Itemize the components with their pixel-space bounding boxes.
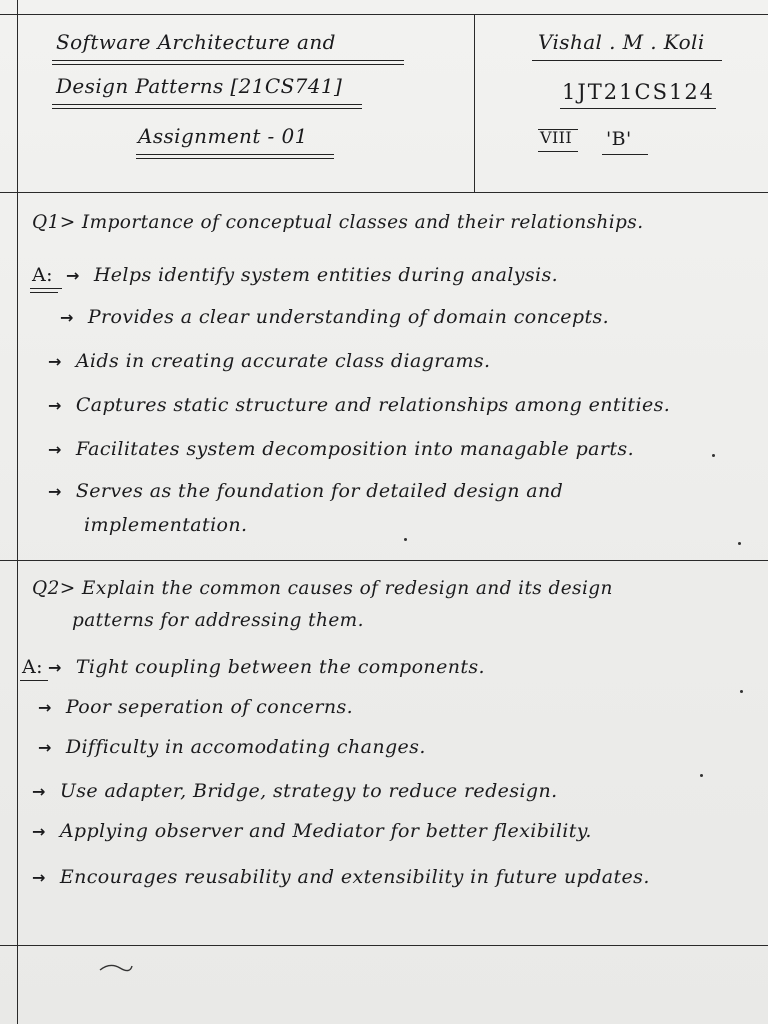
q1-point-1-text: Helps identify system entities during analysis. (93, 264, 559, 286)
student-usn: 1JT21CS124 (562, 80, 716, 104)
ink-dot (700, 774, 703, 777)
q2-point-5-text: Applying observer and Mediator for better flexibility. (59, 820, 592, 842)
q2-point-6 (32, 866, 650, 888)
q1-point-1 (66, 264, 558, 286)
arrow-right-icon: → (66, 266, 80, 285)
arrow-right-icon: → (60, 308, 74, 327)
arrow-right-icon: → (48, 658, 62, 677)
q1-point-2-text: Provides a clear understanding of domain concepts. (87, 306, 610, 328)
q2-point-1-text: Tight coupling between the components. (75, 656, 485, 678)
q1-marker-underline (30, 288, 62, 289)
q2-bottom-rule (0, 945, 768, 946)
q2-point-5 (32, 820, 592, 842)
ink-dot (740, 690, 743, 693)
ink-dot (712, 454, 715, 457)
title-underline-2 (52, 104, 362, 105)
q1-marker-underline-b (30, 292, 58, 293)
arrow-right-icon: → (38, 738, 52, 757)
arrow-right-icon: → (32, 782, 46, 801)
arrow-right-icon: → (32, 822, 46, 841)
header-divider-rule (474, 14, 475, 192)
ink-dot (738, 542, 741, 545)
q1-point-6-text: Serves as the foundation for detailed design and (75, 480, 564, 502)
title-line-1: Software Architecture and (56, 30, 336, 54)
q2-point-2-text: Poor seperation of concerns. (65, 696, 354, 718)
q2-marker-underline (20, 680, 48, 681)
header-bottom-rule (0, 192, 768, 193)
q1-point-3 (48, 350, 490, 372)
assignment-title: Assignment - 01 (138, 124, 308, 148)
q2-point-4-text: Use adapter, Bridge, strategy to reduce redesign. (59, 780, 558, 802)
q2-question-line-1: Q2> Explain the common causes of redesign and its design (32, 578, 613, 599)
section-underline (602, 154, 648, 155)
arrow-right-icon: → (48, 352, 62, 371)
ink-dot (404, 538, 407, 541)
q1-bottom-rule (0, 560, 768, 561)
arrow-right-icon: → (48, 440, 62, 459)
q1-point-6 (48, 480, 563, 502)
assignment-underline (136, 154, 334, 155)
title-underline-1b (52, 64, 404, 65)
q2-answer-marker: A: (22, 656, 43, 678)
q1-point-3-text: Aids in creating accurate class diagrams. (75, 350, 491, 372)
q1-answer-marker: A: (32, 264, 53, 286)
q1-point-5 (48, 438, 634, 460)
q2-question-line-2: patterns for addressing them. (72, 610, 364, 631)
q2-point-6-text: Encourages reusability and extensibility in future updates. (59, 866, 650, 888)
assignment-underline-b (136, 158, 334, 159)
semester-underline (538, 151, 578, 152)
semester: VIII (540, 128, 573, 147)
top-rule (0, 14, 768, 15)
name-underline (532, 60, 722, 61)
title-line-2: Design Patterns [21CS741] (56, 74, 343, 98)
q1-question: Q1> Importance of conceptual classes and their relationships. (32, 212, 644, 233)
q1-point-4 (48, 394, 670, 416)
arrow-right-icon: → (32, 868, 46, 887)
title-underline-1 (52, 60, 404, 61)
usn-underline (560, 108, 716, 109)
q2-point-3-text: Difficulty in accomodating changes. (65, 736, 426, 758)
q2-point-2 (38, 696, 353, 718)
pen-mark (96, 958, 136, 978)
q1-point-5-text: Facilitates system decomposition into managable parts. (75, 438, 635, 460)
q1-point-6-continued: implementation. (84, 514, 248, 536)
arrow-right-icon: → (48, 482, 62, 501)
arrow-right-icon: → (48, 396, 62, 415)
q1-point-4-text: Captures static structure and relationships among entities. (75, 394, 671, 416)
arrow-right-icon: → (38, 698, 52, 717)
title-underline-2b (52, 108, 362, 109)
q1-point-2 (60, 306, 609, 328)
left-margin-rule (17, 0, 18, 1024)
q2-point-3 (38, 736, 426, 758)
q2-point-4 (32, 780, 558, 802)
semester-overline (538, 129, 578, 130)
student-name: Vishal . M . Koli (538, 30, 705, 54)
section: 'B' (606, 128, 632, 150)
q2-point-1 (48, 656, 485, 678)
